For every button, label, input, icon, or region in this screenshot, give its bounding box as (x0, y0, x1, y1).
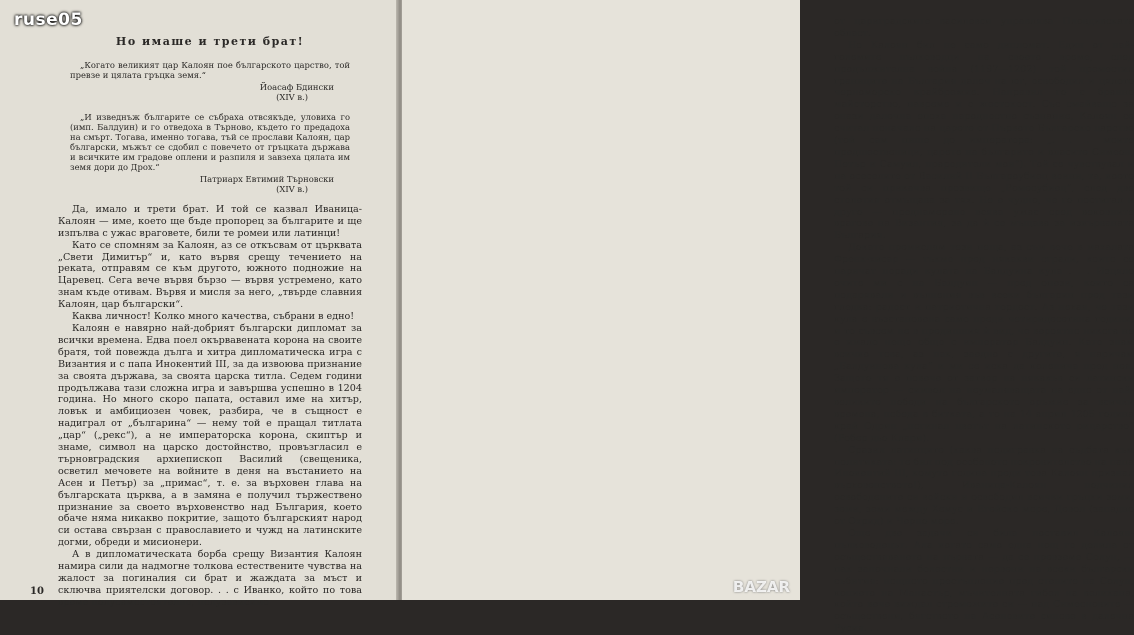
paragraph: Калоян е навярно най-добрият български дипломат за всички времена. Едва поел окървавената корона на своите братя, той повежда дълга и хитра дипломатическа игра с Византия и с папа Инокентий III, за да извоюва признание за своята държава, за своята царска титла. Седем години продължава тази сложна игра и завършва успешно в 1204 година. Но много скоро папата, оставил име на хитър, ловък и амбициозен човек, разбира, че в същност е надиграл от „българина“ — нему той е пращал титлата „цар“ („рекс“), а не императорска корона, скиптър и знаме, символ на царско достойнство, провъзгласил е търновградския архиепископ Василий (свещеника, осветил мечовете на войните в деня на въстанието на Асен и Петър) за „примас“, т. е. за върховен глава на българската църква, а в замяна е получил тържествено признание за своето върховенство над България, което обаче няма никакво покритие, защото българският народ си остава свързан с православието и чужд на латинските догми, обреди и мисионери. (58, 322, 362, 549)
paragraph: от цариградските василевси управлява Пловдивската област. (834, 16, 1134, 39)
epigraph-quote-2: „И изведнъж българите се събраха отвсякъде, уловиха го (имп. Балдуин) и го отведоха в Търново, където го предадоха на смърт. Тогава, именно тогава, тъй се прослави Калоян, цар български, мъжът се сдобил с повечето от гръцката държава и всичките им градове оплени и разпиля и завзеха цялата им земя дори до Дрох.“ (70, 111, 350, 172)
right-page (402, 0, 1134, 635)
epigraph-century-2: (XIV в.) (276, 183, 308, 194)
paragraph: А в дипломатическата борба срещу Византия Калоян намира сили да надмогне толкова естествените чувства на жалост за погиналия си брат и жаждата за мъст и сключва приятелски договор. . . с Иванко, който по това време полусамостоятелно, полузависимо (58, 549, 362, 608)
paragraph: Като се спомням за Калоян, аз се откъсвам от църквата „Свети Димитър“ и, като вървя срещу течението на реката, отправям се към другото, южното подножие на Царевец. Сега вече вървя бързо — вървя устремено, като знам къде отивам. Вървя и мисля за него, „твърде славния Калоян, цар български“. (58, 239, 362, 311)
paragraph: Но Калоян бил не само дипломат. Един от най-големите пълководци на своето време, след продължителна война (1197—1202) той преместил границите на България далеч на юг, освободил и цялото черноморско крайбрежие. Направил го с бранно майсторство, навреме и с жестокост. Със смайващо за онази далечна епоха народностно съзнание, Калоян се считал поначало на царете от Първото Българско царство (той сам пише до императора: „. . . моите предшественици, царете на българите и власите Симеон, Петър и Самуил, прародители мои“). Той се чувствувал и на осеселите от Василий II Българоубиец воини, та, което той си прикачва прозвище „Ромеоубиец“, след две столетия отмъщава за тях. Не е чудно, че го постигал и друго — преднамерено всява ужас сред вековните врагове на Византия, за да ѝ се мъщава за изкърваната България. (834, 39, 1134, 242)
chapter-title: Но имаше и трети брат! (115, 35, 305, 48)
watermark-bazar-logo: BAZAR (732, 578, 790, 596)
paragraph: Каква личност! Колко много качества, събрани в едно! (72, 311, 355, 323)
epigraph-author-1: Йоасаф Бдински (259, 81, 334, 92)
paragraph: Още две задачи си била поставил Калоян-пълководецът. Ала когато само една нощ го делила от осъществяването на първата — да се превземе Солун, — пак започнали болестни и нервени на всеки български събития: нощното престъпление пред стените на Солун, копието на Манастър, мъчителната гибел на великана, който вече виждал стремежите си — над Симеоновите — осъществени, бягството на Асеновите синове в далечна Русия. . . (834, 527, 1134, 635)
paragraph: Да, имало и трети брат. И той се казвал Иваница-Калоян — име, което ще бъде пропорец за българите и ще изпълва с ужас враговете, били те ромеи или латинци! (58, 203, 362, 239)
paragraph: Докато премислям тези неща, аз съм вече в махалата Френк-хисар — тъкмо пред някакви сгради, които се наричат поради кулата на Балдуина кула . . . Изцяло очите ми с на Балдуин — пред онези, които са подарявали и вълнения във всеки българин пред тази гледка: радост и патриотична гордост. Аз нехая, че тази кула е възстановена само преди четиридесетина години, и то съвсем не в предишния ѝ вид, че вероятно никога не е имало нещо общо с император Балдуин. Като знам всичко това, аз пак, заедно с другите, я наричам „Балдуинова кула“ и ми се иска да коленича пред нея. Защото тя е повече от затвор на някакъв си латински император — символ на неумаляващата на едно от най-великите победи на българското оръжие за всички времена, победа в битката, а то на 14 април 1205 година край Одрин „погинал цветът на латинското рицарство“ (Робер дьо Клари). (834, 242, 1134, 444)
epigraph-author-2: Патриарх Евтимий Търновски (199, 173, 334, 184)
right-text-column (834, 16, 1134, 635)
epigraph-quote-1: „Когато великият цар Калоян пое българското царство, той превзе и цялата гръцка земя.“ (70, 59, 350, 80)
left-page (0, 0, 398, 608)
watermark-logo: ruse05 (14, 10, 83, 30)
page-number: 10 (30, 586, 44, 597)
paragraph: Сразил латинците (каква подигравка на съдбата към политиката: те бил под особеното покровителство на папа Инокентий III, комуто година преди това Калоян признал върховенството!), Иваница-Калоян подчинил освободените си войски и освободил всички гръцки земи, земи, земи между Хемус и Егейско море, Девол (западно от Охрид) и Черно море. (834, 444, 1134, 528)
left-text-column (58, 36, 362, 609)
epigraph-century-1: (XIV в.) (276, 91, 308, 102)
